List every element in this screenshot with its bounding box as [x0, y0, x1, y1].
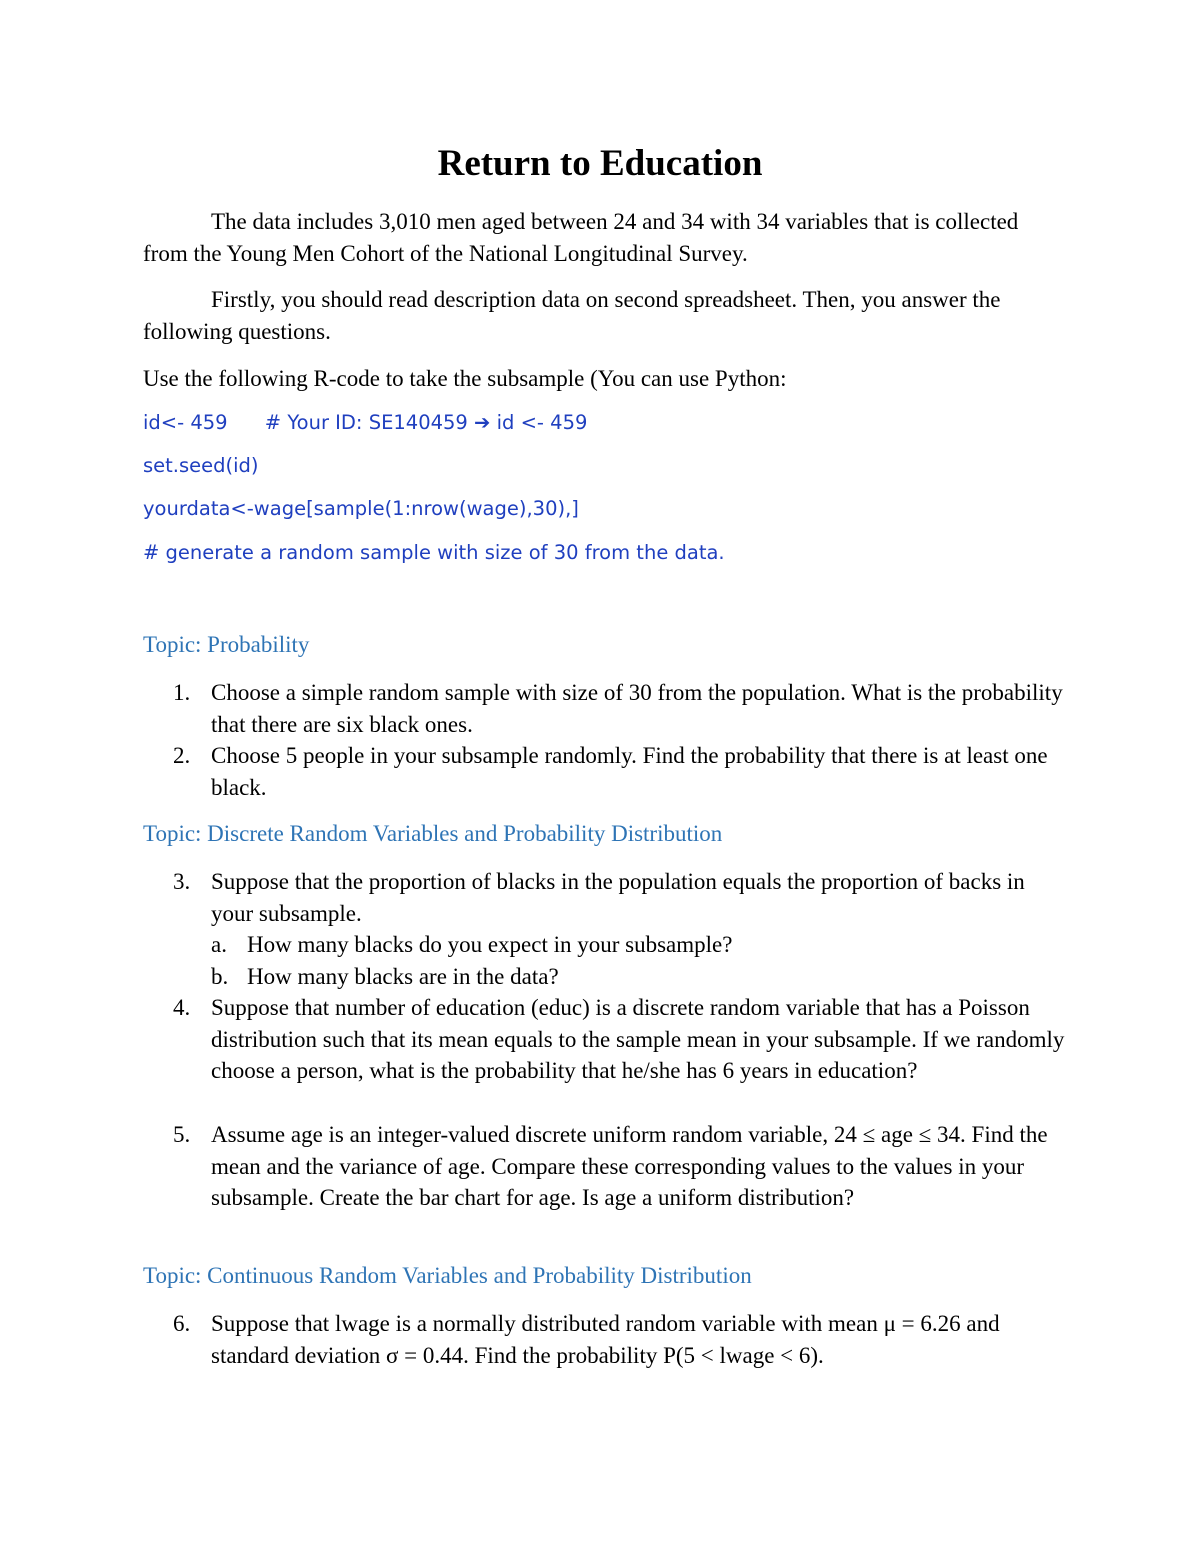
question-text: Choose 5 people in your subsample randomly. Find the probability that there is at least one black. [211, 743, 1048, 800]
question-number: 5. [173, 1122, 191, 1147]
sub-question-text: How many blacks are in the data? [247, 964, 559, 989]
page-title: Return to Education [437, 143, 763, 184]
intro-paragraph-1: The data includes 3,010 men aged between 24 and 34 with 34 variables that is collected from the Young Men Cohort of the National Longitudinal Survey. [143, 209, 1019, 266]
question-text: Suppose that the proportion of blacks in the population equals the proportion of backs in your subsample. [211, 869, 1025, 926]
question-number: 1. [173, 680, 191, 705]
code-line-3: yourdata<-wage[sample(1:nrow(wage),30),] [143, 497, 579, 520]
sub-question-letter: b. [211, 964, 229, 989]
code-id-assign-example: id <- 459 [496, 411, 588, 434]
question-text: Suppose that lwage is a normally distributed random variable with mean μ = 6.26 and standard deviation σ = 0.44. Find the probability P(5 < lwage < 6). [211, 1311, 1000, 1368]
question-text: Suppose that number of education (educ) is a discrete random variable that has a Poisson distribution such that its mean equals to the sample mean in your subsample. If we randomly choose a person, what is the probability that he/she has 6 years in education? [211, 995, 1065, 1083]
code-id-assign: id<- 459 [143, 411, 228, 434]
code-line-4: # generate a random sample with size of 30 from the data. [143, 541, 725, 564]
question-number: 3. [173, 869, 191, 894]
question-text: Assume age is an integer-valued discrete uniform random variable, 24 ≤ age ≤ 34. Find the mean and the variance of age. Compare these corresponding values to the values in your subsample. Create the bar chart for age. Is age a uniform distribution? [211, 1122, 1048, 1210]
question-number: 6. [173, 1311, 191, 1336]
instruction-text: Use the following R-code to take the subsample (You can use Python: [143, 366, 787, 391]
question-number: 4. [173, 995, 191, 1020]
sub-question-text: How many blacks do you expect in your subsample? [247, 932, 733, 957]
topic-heading-continuous: Topic: Continuous Random Variables and Probability Distribution [143, 1263, 752, 1288]
intro-paragraph-2: Firstly, you should read description data on second spreadsheet. Then, you answer the following questions. [143, 287, 1001, 344]
sub-question-letter: a. [211, 932, 227, 957]
arrow-right-icon: ➔ [474, 411, 491, 434]
topic-heading-discrete: Topic: Discrete Random Variables and Probability Distribution [143, 821, 723, 846]
code-line-2: set.seed(id) [143, 454, 259, 477]
topic-heading-probability: Topic: Probability [143, 632, 310, 657]
question-number: 2. [173, 743, 191, 768]
code-line-1 [143, 408, 587, 438]
code-comment-id: # Your ID: SE140459 [264, 411, 468, 434]
question-text: Choose a simple random sample with size of 30 from the population. What is the probability that there are six black ones. [211, 680, 1063, 737]
